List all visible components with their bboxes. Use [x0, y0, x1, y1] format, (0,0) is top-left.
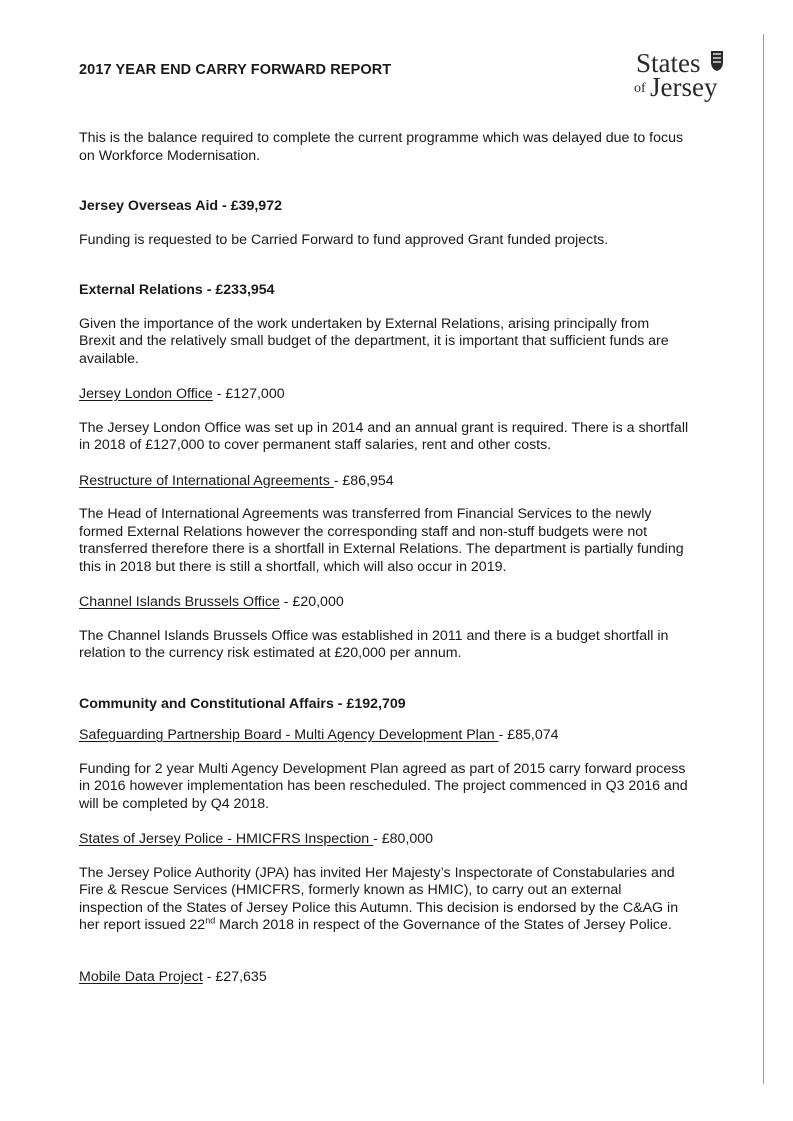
report-body [79, 130, 689, 986]
subheading-amount: - £80,000 [373, 831, 434, 847]
subheading-title: Safeguarding Partnership Board - Multi Agency Development Plan [79, 727, 499, 743]
logo-states-text: States [636, 48, 701, 78]
subheading-amount: - £27,635 [202, 968, 267, 985]
subheading-title: Jersey London Office [79, 386, 213, 402]
section-heading-external-relations: External Relations - £233,954 [79, 282, 275, 298]
section-heading-overseas-aid: Jersey Overseas Aid - £39,972 [79, 198, 282, 214]
subheading-international-agreements [79, 473, 689, 491]
safeguarding-paragraph: Funding for 2 year Multi Agency Development Plan agreed as part of 2015 carry forward process in 2016 however implementation has been rescheduled. The project commenced in Q3 2016 and will be completed by Q4 2018. [79, 760, 688, 812]
subheading-title: Restructure of International Agreements [79, 472, 334, 489]
subheading-amount: - £20,000 [279, 594, 344, 610]
margin-rule [763, 34, 764, 1084]
states-of-jersey-logo [626, 44, 726, 108]
subheading-title: Channel Islands Brussels Office [79, 594, 280, 610]
section-heading-community: Community and Constitutional Affairs - £192,709 [79, 695, 406, 712]
report-title: 2017 YEAR END CARRY FORWARD REPORT [79, 62, 392, 78]
subheading-brussels-office [79, 594, 689, 612]
subheading-title: States of Jersey Police - HMICFRS Inspection [79, 831, 374, 847]
international-agreements-paragraph: The Head of International Agreements was transferred from Financial Services to the newly formed External Relations however the corresponding staff and non-stuff budgets were not transferred therefore there is a shortfall in External Relations. The department is partially funding this in 2018 but there is still a shortfall, which will also occur in 2019. [79, 506, 684, 575]
subheading-amount: - £85,074 [498, 727, 559, 743]
subheading-safeguarding [79, 727, 689, 745]
logo-jersey-text: Jersey [650, 72, 718, 102]
paragraph-text: The Jersey Police Authority (JPA) has invited Her Majesty’s Inspectorate of Constabularies and Fire & Rescue Services (HMICFRS, formerly known as HMIC), to carry out an external inspection of the States of Jersey Police this Autumn. This decision is endorsed by the C&AG in her report issued 22 [79, 864, 679, 933]
subheading-mobile-data [79, 969, 689, 987]
paragraph-text: March 2018 in respect of the Governance of the States of Jersey Police. [215, 917, 672, 933]
subheading-police-inspection [79, 831, 689, 849]
police-inspection-paragraph [79, 865, 689, 935]
logo-of-text: of [634, 81, 646, 96]
external-relations-paragraph: Given the importance of the work undertaken by External Relations, arising principally from Brexit and the relatively small budget of the department, it is important that sufficient funds are available. [79, 315, 669, 367]
crest-icon [710, 50, 724, 72]
brussels-office-paragraph: The Channel Islands Brussels Office was established in 2011 and there is a budget shortfall in relation to the currency risk estimated at £20,000 per annum. [79, 627, 669, 661]
ordinal-suffix: nd [205, 915, 216, 926]
subheading-amount: - £86,954 [333, 472, 394, 489]
subheading-title: Mobile Data Project [79, 968, 203, 985]
london-office-paragraph: The Jersey London Office was set up in 2014 and an annual grant is required. There is a shortfall in 2018 of £127,000 to cover permanent staff salaries, rent and other costs. [79, 419, 689, 453]
overseas-aid-paragraph: Funding is requested to be Carried Forward to fund approved Grant funded projects. [79, 231, 609, 248]
subheading-london-office [79, 386, 689, 404]
subheading-amount: - £127,000 [212, 386, 285, 402]
intro-paragraph: This is the balance required to complete the current programme which was delayed due to focus on Workforce Modernisation. [79, 130, 684, 164]
